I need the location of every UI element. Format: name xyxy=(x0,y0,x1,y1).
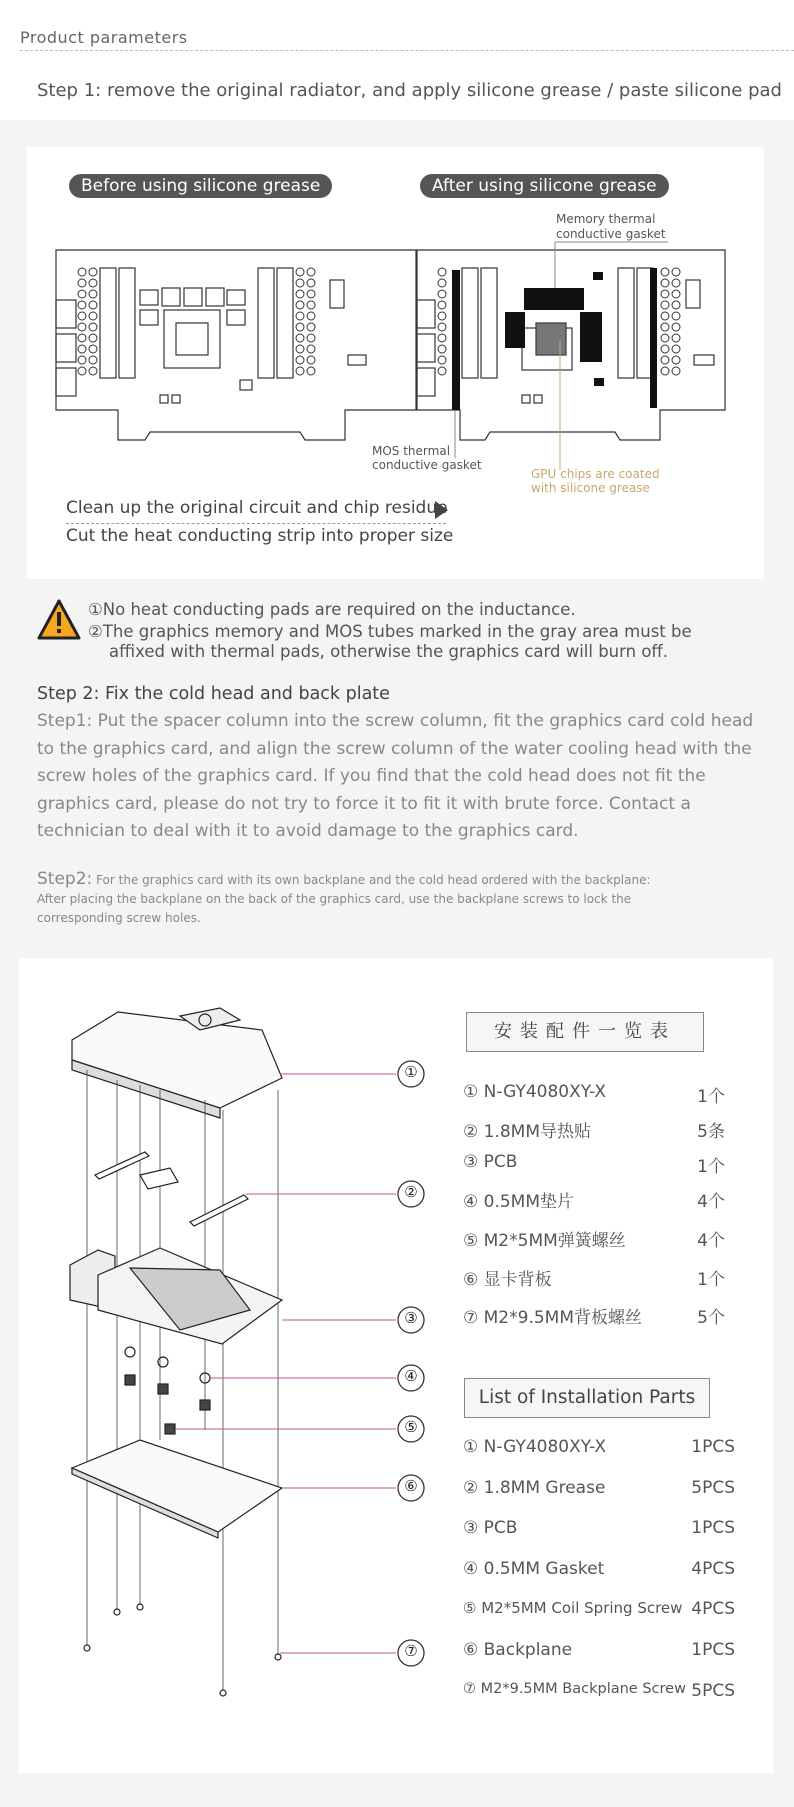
callout-5: ⑤ xyxy=(404,1418,418,1436)
warning-note-2-line2: affixed with thermal pads, otherwise the graphics card will burn off. xyxy=(109,642,669,661)
parts-en-qty-7: 5PCS xyxy=(691,1681,735,1701)
parts-en-qty-2: 5PCS xyxy=(691,1478,735,1498)
parts-cn-item-2: ② 1.8MM导热贴 xyxy=(463,1122,592,1142)
callout-4: ④ xyxy=(404,1367,418,1385)
callout-3: ③ xyxy=(404,1309,418,1327)
parts-cn-item-3: ③ PCB xyxy=(463,1152,518,1172)
step2-line: technician to deal with it to avoid damage to the graphics card. xyxy=(37,821,579,841)
parts-en-item-7: ⑦ M2*9.5MM Backplane Screw xyxy=(463,1681,686,1697)
parts-en-item-5: ⑤ M2*5MM Coil Spring Screw xyxy=(463,1599,683,1617)
parts-cn-item-5: ⑤ M2*5MM弹簧螺丝 xyxy=(463,1231,626,1251)
cut-instruction: Cut the heat conducting strip into proper size xyxy=(66,526,454,546)
step2-line: to the graphics card, and align the screw column of the water cooling head with the xyxy=(37,738,752,759)
parts-cn-qty-4: 4个 xyxy=(697,1192,725,1212)
parts-en-item-1: ① N-GY4080XY-X xyxy=(463,1437,607,1457)
parts-cn-qty-6: 1个 xyxy=(697,1270,725,1290)
parts-cn-item-7: ⑦ M2*9.5MM背板螺丝 xyxy=(463,1308,642,1328)
parts-cn-qty-7: 5个 xyxy=(697,1308,725,1328)
gpu-label-line2: with silicone grease xyxy=(531,481,650,495)
parts-cn-qty-3: 1个 xyxy=(697,1157,725,1177)
parts-cn-qty-5: 4个 xyxy=(697,1231,725,1251)
parts-cn-item-1: ① N-GY4080XY-X xyxy=(463,1082,607,1102)
parts-en-item-6: ⑥ Backplane xyxy=(463,1640,573,1660)
step2b-line2: After placing the backplane on the back of the graphics card, use the backplane screws to lock the xyxy=(37,892,632,906)
step1-heading: Step 1: remove the original radiator, and apply silicone grease / paste silicone pad xyxy=(37,80,782,101)
step2-line: graphics card, please do not try to force it to fit it with brute force. Contact a xyxy=(37,793,691,814)
parts-en-qty-5: 4PCS xyxy=(691,1599,735,1619)
parts-cn-qty-2: 5条 xyxy=(697,1122,725,1142)
step2-line: Step1: Put the spacer column into the screw column, fit the graphics card cold head xyxy=(37,711,754,731)
warning-note-2-line1: ②The graphics memory and MOS tubes marked in the gray area must be xyxy=(88,622,692,641)
parts-en-qty-4: 4PCS xyxy=(691,1559,735,1579)
callout-2: ② xyxy=(404,1183,418,1201)
parts-list-title-cn: 安装配件一览表 xyxy=(466,1012,704,1052)
parts-en-item-3: ③ PCB xyxy=(463,1518,518,1538)
warning-note-1: ①No heat conducting pads are required on the inductance. xyxy=(88,600,576,619)
callout-6: ⑥ xyxy=(404,1477,418,1495)
parts-list-title-en: List of Installation Parts xyxy=(464,1378,710,1418)
memory-label-line1: Memory thermal xyxy=(556,212,656,226)
step2b-line1: For the graphics card with its own backplane and the cold head ordered with the backplane: xyxy=(92,873,651,887)
parts-cn-qty-1: 1个 xyxy=(697,1087,725,1107)
callout-7: ⑦ xyxy=(404,1642,418,1660)
parts-en-item-4: ④ 0.5MM Gasket xyxy=(463,1559,605,1579)
parts-en-item-2: ② 1.8MM Grease xyxy=(463,1478,606,1498)
mos-label-line1: MOS thermal xyxy=(372,444,451,458)
step2-heading: Step 2: Fix the cold head and back plate xyxy=(37,684,390,704)
memory-label-line2: conductive gasket xyxy=(556,227,666,241)
gpu-label-line1: GPU chips are coated xyxy=(531,467,660,481)
parts-en-qty-1: 1PCS xyxy=(691,1437,735,1457)
step2b-lead: Step2: xyxy=(37,869,93,889)
parts-cn-item-4: ④ 0.5MM垫片 xyxy=(463,1192,575,1212)
mos-label-line2: conductive gasket xyxy=(372,458,482,472)
clean-instruction: Clean up the original circuit and chip residue xyxy=(66,498,448,518)
parts-en-qty-3: 1PCS xyxy=(691,1518,735,1538)
parts-en-qty-6: 1PCS xyxy=(691,1640,735,1660)
page-title: Product parameters xyxy=(20,28,188,47)
step2b-line3: corresponding screw holes. xyxy=(37,911,201,925)
callout-1: ① xyxy=(404,1063,418,1081)
parts-cn-item-6: ⑥ 显卡背板 xyxy=(463,1270,552,1290)
step2-line: screw holes of the graphics card. If you find that the cold head does not fit the xyxy=(37,766,706,786)
before-label: Before using silicone grease xyxy=(69,174,332,198)
after-label: After using silicone grease xyxy=(420,174,669,198)
